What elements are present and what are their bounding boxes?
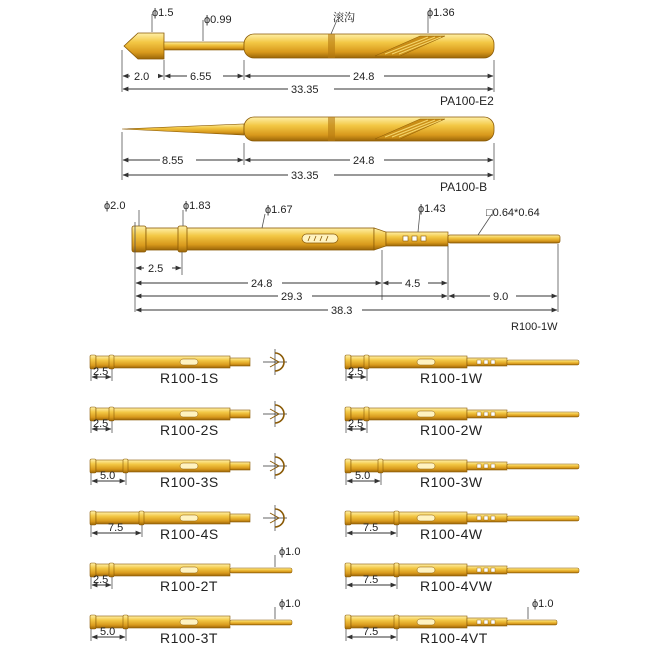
- variant-name: R100-1S: [160, 370, 219, 386]
- r100-1w-dim-body: 24.8: [251, 278, 273, 290]
- probe-pin: [507, 568, 579, 573]
- probe-slot: [417, 411, 435, 417]
- neck-hole: [484, 568, 488, 572]
- dim-label: 2.5: [348, 366, 364, 378]
- probe-ring: [394, 563, 399, 577]
- dim-label: 2.5: [93, 366, 109, 378]
- pin-dia-label: ϕ1.0: [279, 546, 301, 558]
- neck-hole: [477, 360, 481, 364]
- neck-hole: [477, 620, 481, 624]
- variant-name: R100-2T: [160, 578, 218, 594]
- probe-ring: [139, 511, 144, 525]
- r100-1w-name: R100-1W: [511, 321, 558, 333]
- r100-1w-taper: [374, 228, 386, 250]
- left-column-variants: [90, 349, 300, 646]
- dim-label: 2.5: [348, 418, 364, 430]
- variant-name: R100-2W: [420, 422, 483, 438]
- pa100-e2-dim-a: 2.0: [134, 71, 150, 83]
- r100-1w-dim-total: 38.3: [331, 305, 353, 317]
- neck-hole: [477, 568, 481, 572]
- dim-label: 7.5: [108, 522, 124, 534]
- probe-head: [90, 615, 96, 629]
- variant-name: R100-4W: [420, 526, 483, 542]
- pa100-e2-dia-tip: ϕ1.5: [152, 7, 174, 19]
- pa100-e2-groove: [328, 34, 335, 58]
- r100-1w-dim-head: 2.5: [148, 263, 164, 275]
- r100-1w-ring: [178, 226, 187, 252]
- probe-body: [96, 616, 230, 628]
- probe-ring: [109, 355, 114, 369]
- probe-pin: [230, 568, 292, 573]
- variant-name: R100-4S: [160, 526, 219, 542]
- probe-pin: [507, 516, 579, 521]
- neck-hole: [491, 516, 495, 520]
- probe-neck: [230, 462, 250, 470]
- dim-label: 5.0: [100, 626, 116, 638]
- dim-label: 7.5: [363, 626, 379, 638]
- variant-name: R100-2S: [160, 422, 219, 438]
- probe-body: [96, 460, 230, 472]
- variant-r100-3s: [90, 453, 287, 490]
- variant-r100-4vw: [345, 563, 579, 594]
- variant-r100-4s: [90, 505, 287, 542]
- pa100-b-barrel: [244, 117, 494, 141]
- pin-dia-label: ϕ1.0: [279, 598, 301, 610]
- dim-label: 7.5: [363, 522, 379, 534]
- pin-dia-label: ϕ1.0: [532, 598, 554, 610]
- probe-ring: [364, 407, 369, 421]
- pa100-e2-barrel: [244, 34, 494, 58]
- probe-pin: [507, 620, 557, 625]
- variant-r100-2w: [345, 407, 579, 438]
- dim-label: 5.0: [100, 470, 116, 482]
- pa100-b-dim-c: 24.8: [353, 155, 375, 167]
- r100-1w-probe: [132, 226, 560, 252]
- probe-body: [96, 564, 230, 576]
- probe-head: [345, 563, 351, 577]
- pa100-e2-dim-c: 24.8: [353, 71, 375, 83]
- probe-slot: [180, 567, 198, 573]
- pa100-e2-dia-body: ϕ1.36: [427, 7, 455, 19]
- neck-hole: [491, 464, 495, 468]
- variant-name: R100-3W: [420, 474, 483, 490]
- pa100-e2-probe: [124, 33, 494, 59]
- variant-name: R100-3S: [160, 474, 219, 490]
- probe-head: [90, 459, 96, 473]
- probe-ring: [109, 563, 114, 577]
- r100-1w-dia-head: ϕ2.0: [104, 200, 126, 212]
- r100-1w-dimensions: [104, 200, 558, 333]
- probe-ring: [123, 615, 128, 629]
- probe-ring: [123, 459, 128, 473]
- neck-hole: [491, 360, 495, 364]
- pa100-b-dim-a: 8.55: [162, 155, 184, 167]
- probe-body: [96, 408, 230, 420]
- variant-r100-4vt: [345, 598, 557, 646]
- pa100-e2-cone-tip: [124, 33, 164, 59]
- probe-pin: [507, 360, 579, 365]
- r100-1w-dim-main: 29.3: [281, 291, 303, 303]
- probe-pin: [507, 412, 579, 417]
- variant-r100-1w: [345, 355, 579, 386]
- pa100-b-needle: [122, 124, 244, 135]
- neck-hole: [491, 412, 495, 416]
- probe-neck: [230, 514, 250, 522]
- dim-label: 2.5: [93, 574, 109, 586]
- pa100-b-probe: [122, 117, 494, 141]
- variant-r100-3t: [90, 598, 300, 646]
- probe-ring: [109, 407, 114, 421]
- probe-slot: [180, 411, 198, 417]
- pa100-b-dim-total: 33.35: [291, 170, 319, 182]
- neck-hole: [484, 360, 488, 364]
- r100-1w-dia-neck: ϕ1.43: [418, 203, 446, 215]
- neck-hole: [484, 412, 488, 416]
- dim-label: 2.5: [93, 418, 109, 430]
- neck-hole: [484, 620, 488, 624]
- pa100-e2-shaft: [164, 42, 244, 50]
- r100-1w-pin-section: □0.64*0.64: [486, 207, 540, 219]
- probe-slot: [180, 463, 198, 469]
- r100-1w-dim-pin: 9.0: [493, 291, 509, 303]
- neck-hole: [477, 412, 481, 416]
- variant-name: R100-4VT: [420, 630, 488, 646]
- pa100-e2-dim-total: 33.35: [291, 84, 319, 96]
- probe-ring: [394, 511, 399, 525]
- r100-1w-head: [132, 226, 146, 252]
- neck-hole: [484, 516, 488, 520]
- probe-pin: [230, 620, 292, 625]
- probe-slot: [417, 463, 435, 469]
- pa100-e2-dim-b: 6.55: [190, 71, 212, 83]
- neck-hole: [477, 516, 481, 520]
- probe-neck: [230, 410, 250, 418]
- probe-slot: [180, 619, 198, 625]
- r100-1w-dia-body: ϕ1.67: [265, 204, 293, 216]
- r100-1w-slot: [302, 234, 338, 243]
- probe-ring: [378, 459, 383, 473]
- r100-1w-pin: [448, 235, 560, 243]
- pa100-e2-dia-shaft: ϕ0.99: [204, 14, 232, 26]
- probe-slot: [417, 567, 435, 573]
- neck-hole: [491, 568, 495, 572]
- dim-label: 7.5: [363, 574, 379, 586]
- variant-name: R100-3T: [160, 630, 218, 646]
- neck-hole: [484, 464, 488, 468]
- dim-label: 5.0: [355, 470, 371, 482]
- neck-hole: [491, 620, 495, 624]
- probe-head: [345, 615, 351, 629]
- variant-r100-2s: [90, 401, 287, 438]
- r100-1w-dia-ring: ϕ1.83: [183, 200, 211, 212]
- variant-r100-1s: [90, 349, 287, 386]
- probe-ring: [394, 615, 399, 629]
- probe-head: [345, 459, 351, 473]
- probe-slot: [180, 359, 198, 365]
- probe-head: [90, 511, 96, 525]
- probe-pin: [507, 464, 579, 469]
- probe-slot: [417, 515, 435, 521]
- variant-r100-3w: [345, 459, 579, 490]
- probe-ring: [364, 355, 369, 369]
- variant-r100-2t: [90, 546, 300, 594]
- probe-slot: [417, 359, 435, 365]
- probe-slot: [180, 515, 198, 521]
- probe-neck: [230, 358, 250, 366]
- variant-name: R100-1W: [420, 370, 483, 386]
- neck-hole: [477, 464, 481, 468]
- r100-1w-dim-neck: 4.5: [405, 278, 421, 290]
- probe-head: [345, 511, 351, 525]
- right-column-variants: [345, 355, 579, 646]
- pa100-b-name: PA100-B: [440, 180, 488, 194]
- pa100-b-groove: [328, 117, 335, 141]
- variant-r100-4w: [345, 511, 579, 542]
- variant-name: R100-4VW: [420, 578, 493, 594]
- pa100-e2-groove-note: 滚沟: [333, 12, 355, 24]
- probe-slot: [417, 619, 435, 625]
- probe-body: [96, 356, 230, 368]
- pa100-e2-name: PA100-E2: [440, 94, 494, 108]
